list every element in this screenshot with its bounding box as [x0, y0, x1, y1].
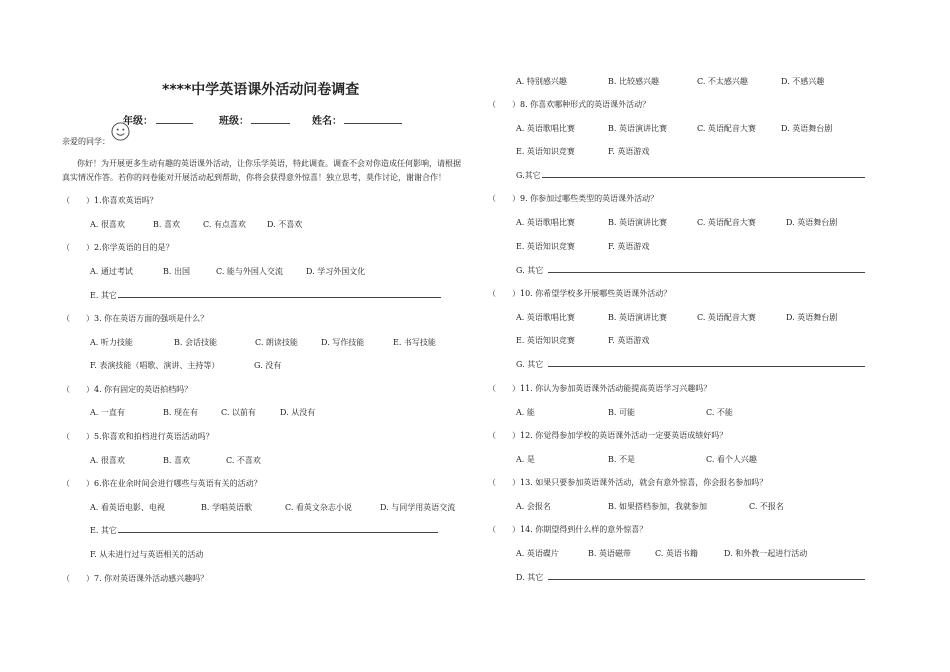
q3-option-a[interactable]: A. 听力技能 — [90, 338, 133, 347]
q12-option-b[interactable]: B. 不是 — [608, 455, 635, 464]
q9-option-g[interactable]: G. 其它 — [516, 266, 544, 275]
page-title: ****中学英语课外活动问卷调查 — [162, 82, 360, 98]
q1-option-c[interactable]: C. 有点喜欢 — [203, 220, 246, 229]
q8-option-d[interactable]: D. 英语舞台剧 — [781, 124, 833, 133]
q13-option-a[interactable]: A. 会报名 — [516, 502, 551, 511]
q10-option-g[interactable]: G. 其它 — [516, 360, 544, 369]
q10-option-c[interactable]: C. 英语配音大赛 — [697, 313, 756, 322]
q11-option-c[interactable]: C. 不能 — [706, 408, 733, 417]
q11-option-a[interactable]: A. 能 — [516, 408, 535, 417]
q7-option-c[interactable]: C. 不太感兴趣 — [697, 77, 748, 86]
q7-option-d[interactable]: D. 不感兴趣 — [781, 77, 825, 86]
question-10: （ ）10. 你希望学校多开展哪些英语课外活动？ — [488, 289, 672, 298]
q6-option-e[interactable]: E. 其它 — [90, 526, 117, 535]
q1-option-b[interactable]: B. 喜欢 — [153, 220, 180, 229]
question-4: （ ）4. 你有固定的英语拍档吗？ — [62, 385, 193, 394]
q2-option-c[interactable]: C. 能与外国人交流 — [216, 267, 283, 276]
q10-option-b[interactable]: B. 英语演讲比赛 — [608, 313, 667, 322]
q3-option-g[interactable]: G. 没有 — [254, 361, 282, 370]
q14-option-b[interactable]: B. 英语磁带 — [588, 549, 631, 558]
q5-option-b[interactable]: B. 喜欢 — [163, 456, 190, 465]
name-field[interactable] — [344, 123, 402, 124]
q9-option-f[interactable]: F. 英语游戏 — [608, 242, 650, 251]
question-6: （ ）6.你在业余时间会进行哪些与英语有关的活动？ — [62, 479, 262, 488]
q2-option-b[interactable]: B. 出国 — [163, 267, 190, 276]
question-2: （ ）2.你学英语的目的是？ — [62, 243, 174, 252]
q7-option-a[interactable]: A. 特别感兴趣 — [516, 77, 567, 86]
q3-option-e[interactable]: E. 书写技能 — [393, 338, 436, 347]
q10-option-a[interactable]: A. 英语歌唱比赛 — [516, 313, 575, 322]
q8-option-c[interactable]: C. 英语配音大赛 — [697, 124, 756, 133]
q9-option-d[interactable]: D. 英语舞台剧 — [786, 218, 838, 227]
q10-other-field[interactable] — [548, 366, 865, 367]
q3-option-d[interactable]: D. 写作技能 — [321, 338, 365, 347]
grade-field[interactable] — [156, 123, 193, 124]
question-8: （ ）8. 你喜欢哪种形式的英语课外活动？ — [488, 100, 651, 109]
question-11: （ ）11. 你认为参加英语课外活动能提高英语学习兴趣吗？ — [488, 384, 712, 393]
q13-option-c[interactable]: C. 不报名 — [749, 502, 784, 511]
q8-other-field[interactable] — [542, 177, 865, 178]
q6-option-c[interactable]: C. 看英文杂志小说 — [285, 503, 352, 512]
q3-option-c[interactable]: C. 朗读技能 — [255, 338, 298, 347]
q13-option-b[interactable]: B. 如果搭档参加，我就参加 — [608, 502, 707, 511]
q4-option-a[interactable]: A. 一直有 — [90, 408, 125, 417]
question-12: （ ）12. 你觉得参加学校的英语课外活动一定要英语成绩好吗？ — [488, 431, 728, 440]
q6-option-d[interactable]: D. 与同学用英语交流 — [380, 503, 456, 512]
q2-option-e[interactable]: E. 其它 — [90, 291, 117, 300]
q5-option-c[interactable]: C. 不喜欢 — [226, 456, 261, 465]
q10-option-f[interactable]: F. 英语游戏 — [608, 336, 650, 345]
q2-other-field[interactable] — [118, 297, 441, 298]
class-label: 班级： — [219, 116, 249, 127]
q6-option-f[interactable]: F. 从未进行过与英语相关的活动 — [90, 550, 204, 559]
q6-option-b[interactable]: B. 学唱英语歌 — [201, 503, 252, 512]
q6-other-field[interactable] — [118, 532, 438, 533]
q12-option-c[interactable]: C. 看个人兴趣 — [706, 455, 757, 464]
q4-option-d[interactable]: D. 从没有 — [280, 408, 316, 417]
q14-option-c[interactable]: C. 英语书籍 — [655, 549, 698, 558]
q8-option-b[interactable]: B. 英语演讲比赛 — [608, 124, 667, 133]
q9-option-c[interactable]: C. 英语配音大赛 — [697, 218, 756, 227]
q9-option-e[interactable]: E. 英语知识竞赛 — [516, 242, 575, 251]
q1-option-a[interactable]: A. 很喜欢 — [90, 220, 125, 229]
q4-option-b[interactable]: B. 现在有 — [163, 408, 198, 417]
intro-line-2: 真实情况作答。若你的问卷能对开展活动起到帮助，你将会获得意外惊喜！独立思考，莫作讨论，谢谢合作！ — [62, 173, 446, 182]
q14-option-other[interactable]: D. 其它 — [516, 573, 544, 582]
question-13: （ ）13. 如果只要参加英语课外活动，就会有意外惊喜，你会报名参加吗？ — [488, 478, 768, 487]
q3-option-f[interactable]: F. 表演技能（唱歌、演讲、主持等） — [90, 361, 220, 370]
q14-other-field[interactable] — [548, 579, 865, 580]
q10-option-d[interactable]: D. 英语舞台剧 — [786, 313, 838, 322]
q8-option-e[interactable]: E. 英语知识竞赛 — [516, 147, 575, 156]
question-9: （ ）9. 你参加过哪些类型的英语课外活动？ — [488, 194, 659, 203]
q1-option-d[interactable]: D. 不喜欢 — [267, 220, 303, 229]
question-3: （ ）3. 你在英语方面的强项是什么？ — [62, 314, 209, 323]
q2-option-d[interactable]: D. 学习外国文化 — [306, 267, 366, 276]
q4-option-c[interactable]: C. 以前有 — [221, 408, 256, 417]
smiley-face-icon — [111, 122, 130, 141]
q8-option-g[interactable]: G.其它 — [516, 171, 541, 180]
q3-option-b[interactable]: B. 会话技能 — [174, 338, 217, 347]
q9-option-b[interactable]: B. 英语演讲比赛 — [608, 218, 667, 227]
salutation: 亲爱的同学： — [62, 137, 110, 146]
question-14: （ ）14. 你期望得到什么样的意外惊喜？ — [488, 525, 648, 534]
q9-option-a[interactable]: A. 英语歌唱比赛 — [516, 218, 575, 227]
q14-option-d[interactable]: D. 和外教一起进行活动 — [724, 549, 808, 558]
q2-option-a[interactable]: A. 通过考试 — [90, 267, 133, 276]
q8-option-a[interactable]: A. 英语歌唱比赛 — [516, 124, 575, 133]
q9-other-field[interactable] — [548, 272, 865, 273]
q7-option-b[interactable]: B. 比较感兴趣 — [608, 77, 659, 86]
q12-option-a[interactable]: A. 是 — [516, 455, 535, 464]
q11-option-b[interactable]: B. 可能 — [608, 408, 635, 417]
q8-option-f[interactable]: F. 英语游戏 — [608, 147, 650, 156]
question-5: （ ）5.你喜欢和拍档进行英语活动吗？ — [62, 432, 214, 441]
question-7: （ ）7. 你对英语课外活动感兴趣吗？ — [62, 574, 209, 583]
question-1: （ ）1.你喜欢英语吗？ — [62, 196, 158, 205]
q14-option-a[interactable]: A. 英语碟片 — [516, 549, 559, 558]
q6-option-a[interactable]: A. 看英语电影、电视 — [90, 503, 165, 512]
grade-label: 年级： — [123, 116, 153, 127]
class-field[interactable] — [251, 123, 290, 124]
name-label: 姓名： — [312, 116, 342, 127]
q10-option-e[interactable]: E. 英语知识竞赛 — [516, 336, 575, 345]
q5-option-a[interactable]: A. 很喜欢 — [90, 456, 125, 465]
intro-line-1: 你好！为开展更多生动有趣的英语课外活动，让你乐学英语，特此调查。调查不会对你造成任何影响，请根据 — [77, 159, 461, 168]
